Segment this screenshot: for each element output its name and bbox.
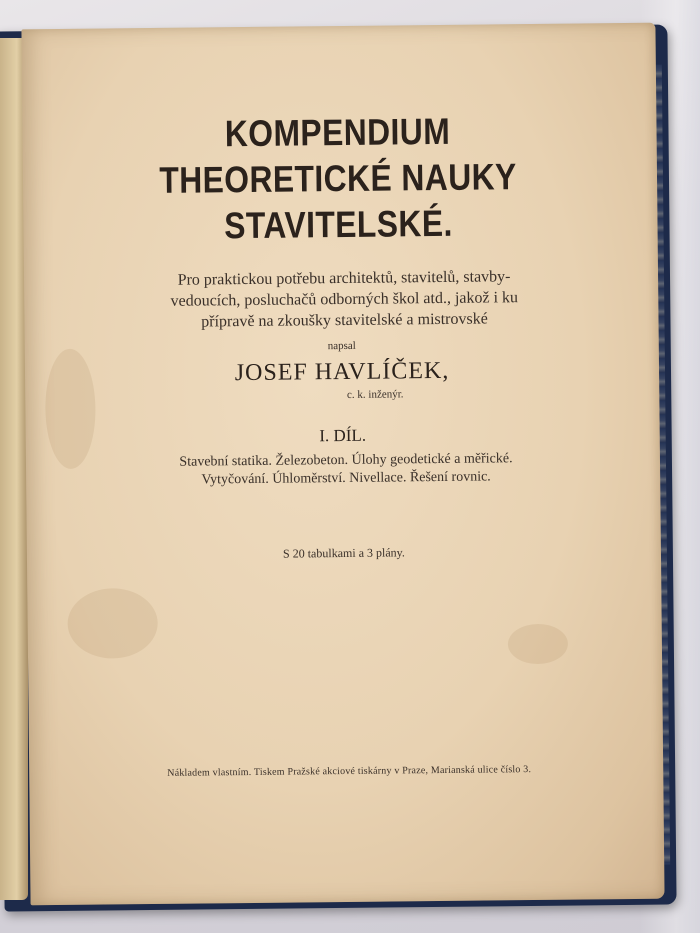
subtitle-line-3: přípravě na zkoušky stavitelské a mistrovské [201,310,488,331]
publisher-imprint: Nákladem vlastním. Tiskem Pražské akciové tiskárny v Praze, Marianská ulice číslo 3. [167,764,532,779]
byline: napsal [327,339,356,353]
tables-note: S 20 tabulkami a 3 plány. [282,545,405,561]
topics-line-2: Vytyčování. Úhloměrství. Nivellace. Řešení rovnic. [201,469,491,488]
book-title-line-1: KOMPENDIUM [224,110,451,155]
title-page-text [21,23,664,906]
subtitle-line-2: vedoucích, posluchačů odborných škol atd., jakož i ku [170,289,519,310]
book-title-line-2: THEORETICKÉ NAUKY [159,156,517,201]
book-title-line-3: STAVITELSKÉ. [224,202,453,247]
volume-part: I. DÍL. [319,425,367,446]
subtitle-line-1: Pro praktickou potřebu architektů, stavitelů, stavby- [177,268,511,289]
topics-line-1: Stavební statika. Železobeton. Úlohy geodetické a měřické. [179,451,513,470]
author-title: c. k. inženýr. [346,388,404,401]
author-name: JOSEF HAVLÍČEK, [234,357,450,387]
title-page [21,23,664,906]
